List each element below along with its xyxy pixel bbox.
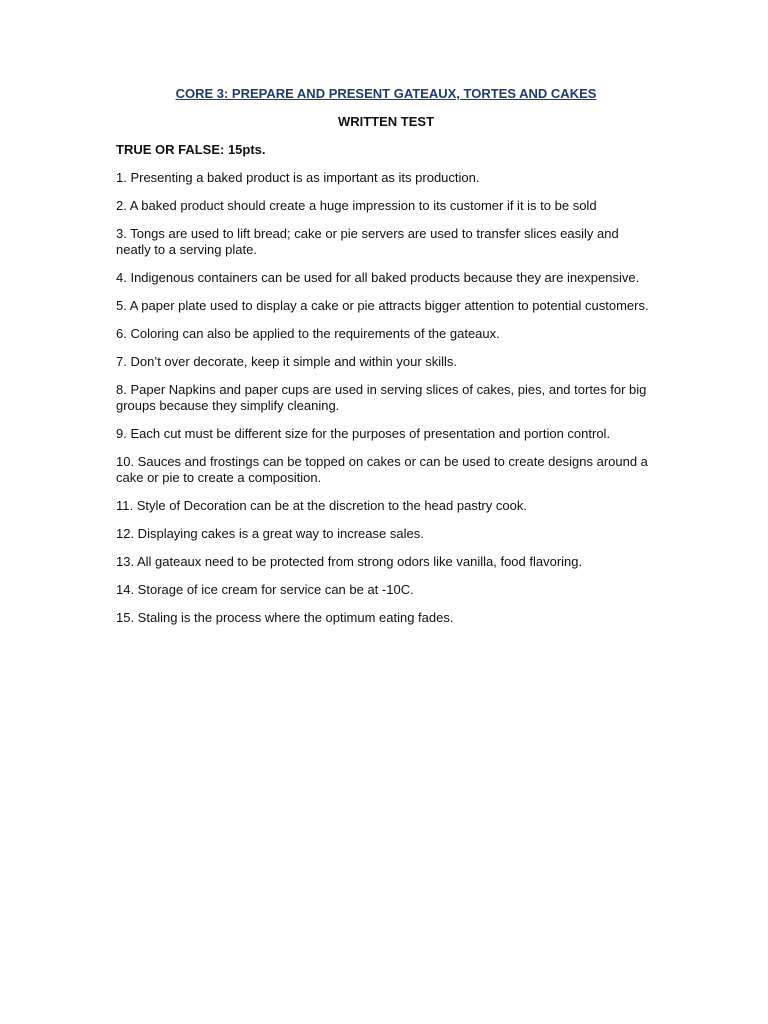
question-item: 11. Style of Decoration can be at the discretion to the head pastry cook. — [116, 498, 527, 513]
question-item: 3. Tongs are used to lift bread; cake or pie servers are used to transfer slices easily and neatly to a serving plate. — [116, 226, 619, 257]
question-item: 2. A baked product should create a huge impression to its customer if it is to be sold — [116, 198, 597, 213]
question-item: 5. A paper plate used to display a cake or pie attracts bigger attention to potential customers. — [116, 298, 649, 313]
question-item: 10. Sauces and frostings can be topped on cakes or can be used to create designs around a cake or pie to create a composition. — [116, 454, 648, 485]
question-item: 1. Presenting a baked product is as important as its production. — [116, 170, 480, 185]
question-item: 12. Displaying cakes is a great way to increase sales. — [116, 526, 424, 541]
document-subtitle: WRITTEN TEST — [337, 114, 435, 129]
question-item: 9. Each cut must be different size for the purposes of presentation and portion control. — [116, 426, 611, 441]
question-item: 6. Coloring can also be applied to the requirements of the gateaux. — [116, 326, 500, 341]
question-item: 7. Don’t over decorate, keep it simple and within your skills. — [116, 354, 458, 369]
question-item: 14. Storage of ice cream for service can be at -10C. — [116, 582, 414, 597]
question-item: 8. Paper Napkins and paper cups are used in serving slices of cakes, pies, and tortes for big groups because they simplify cleaning. — [116, 382, 647, 413]
question-item: 15. Staling is the process where the optimum eating fades. — [116, 610, 454, 625]
question-item: 13. All gateaux need to be protected from strong odors like vanilla, food flavoring. — [116, 554, 583, 569]
document-title: CORE 3: PREPARE AND PRESENT GATEAUX, TORTES AND CAKES — [175, 86, 597, 101]
question-list — [116, 170, 656, 626]
document-page — [116, 86, 656, 638]
question-item: 4. Indigenous containers can be used for all baked products because they are inexpensive. — [116, 270, 640, 285]
section-heading: TRUE OR FALSE: 15pts. — [116, 142, 266, 157]
